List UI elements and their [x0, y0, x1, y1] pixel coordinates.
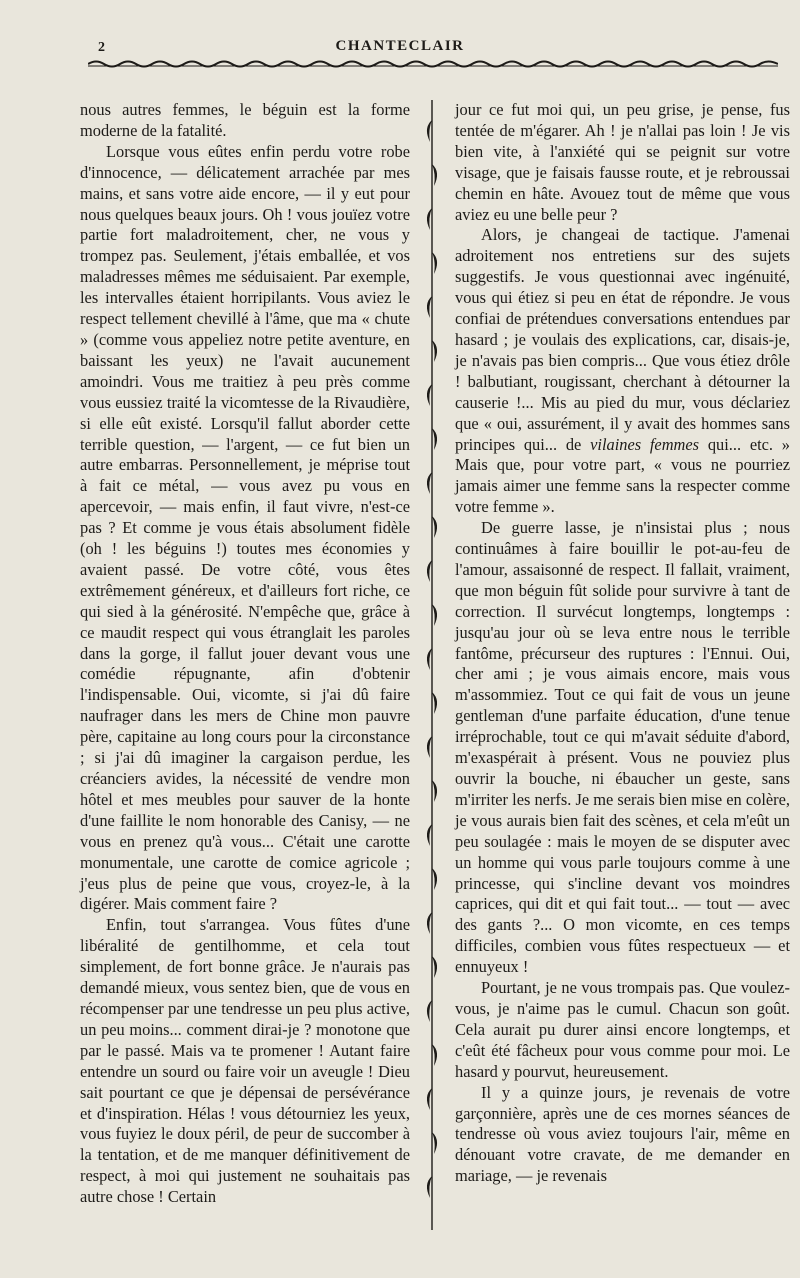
- paragraph: nous autres femmes, le béguin est la forme moderne de la fatalité.: [80, 100, 410, 140]
- paragraph: De guerre lasse, je n'insistai plus ; nous continuâmes à faire bouillir le pot-au-feu de l'amour, assaisonné de respect. Il fallait, vraiment, que mon béguin fût solide pour survivre à tant de correction. Il survécut longtemps, longtemps : jusqu'au jour où se leva entre nous le terrible fantôme, précurseur des ruptures : l'Ennui. Oui, cher ami ; je vous aimais encore, mais vous m'assommiez. Tout ce qui fait de vous un jeune gentleman d'une parfaite éducation, d'une tenue irréprochable, tout ce qui m'avait séduite d'abord, m'exaspérait à présent. Vous ne pouviez plus ouvrir la bouche, ni ébaucher un geste, sans m'irriter les nerfs. Je me serais bien mise en colère, je vous aurais bien fait des scènes, et cela m'eût un peu soulagée : mais le moyen de se disputer avec un homme qui vous parle toujours comme à une princesse, qui s'incline devant vos moindres caprices, qui dit et qui fait tout... — tout — avec des gants ?... O mon vicomte, en ces temps difficiles, combien vous fûtes respectueux — et ennuyeux !: [455, 518, 790, 977]
- paragraph: Il y a quinze jours, je revenais de votre garçonnière, après une de ces mornes séances de tendresse où vous aviez toujours l'air, même en dénouant votre cravate, de me demander en mariage, — je revenais: [455, 1082, 790, 1186]
- divider-leaf: [432, 780, 437, 802]
- divider-leaf: [427, 912, 432, 934]
- running-head-title: CHANTECLAIR: [335, 38, 465, 54]
- paragraph: Enfin, tout s'arrangea. Vous fûtes d'une libéralité de gentilhomme, et cela tout simplement, de fort bonne grâce. Je n'aurais pas demandé mieux, vous sentez bien, que de vous en récompenser par une tendresse un peu plus active, un peu moins... comment dirai-je ? monotone que par le passé. Mais va te promener ! Autant faire entendre un sourd ou faire voir un aveugle ! Dieu sait pourtant ce que je dépensai de persévérance et d'inspiration. Hélas ! vous détourniez les yeux, vous fuyiez le doux péril, de peur de succomber à la tentation, et de me manquer définitivement de respect, à moi qui justement ne souhaitais pas autre chose ! Certain: [80, 915, 410, 1207]
- divider-leaf: [432, 604, 437, 626]
- divider-leaf: [427, 296, 432, 318]
- divider-leaf: [427, 560, 432, 582]
- divider-leaf: [427, 208, 432, 230]
- divider-leaf: [427, 736, 432, 758]
- paragraph: Lorsque vous eûtes enfin perdu votre robe d'innocence, — délicatement arrachée par mes mains, et sans votre aide encore, — il y eut pour nous quelques beaux jours. Oh ! vous jouïez votre partie fort maladroitement, cher, ne vous y trompez pas. Seulement, j'étais emballée, et vos maladresses mêmes me séduisaient. Par exemple, les intervalles étaient horripilants. Vous aviez le respect tellement chevillé à l'âme, que ma « chute » (comme vous appeliez notre petite aventure, en baissant les yeux) ne l'avait aucunement amoindri. Vous me traitiez à peu près comme vous eussiez traité la vicomtesse de la Rivaudière, si elle eût existé. Lorsqu'il fallut aborder cette terrible question, — l'argent, — ce fut bien un autre embarras. Personnellement, je méprise tout à fait ce métal, — vous avez pu vous en apercevoir, — mais enfin, il faut vivre, n'est-ce pas ? Et comme je vous étais absolument fidèle (oh ! les béguins !) toutes mes économies y avaient passé. De votre côté, vous êtes extrêmement généreux, et d'ailleurs fort riche, ce qui sied à la générosité. N'empêche que, grâce à ce maudit respect qui vous étranglait les paroles dans la gorge, il fallut jouer devant vous une comédie répugnante, afin d'obtenir l'indispensable. Oui, vicomte, si j'ai dû faire naufrager dans les mers de Chine mon pauvre père, capitaine au long cours pour la circonstance ; si j'ai dû imaginer la cargaison perdue, les créanciers avides, la nécessité de vendre mon hôtel et mes meubles pour sauver de la honte d'une faillite le nom honorable des Canisy, — ne vous en prenez qu'à vous... C'était une carotte monumentale, une carotte de comice agricole ; j'eus plus de peine que vous, croyez-le, à la digérer. Mais comment faire ?: [80, 141, 410, 914]
- divider-leaf: [432, 692, 437, 714]
- divider-leaf: [432, 956, 437, 978]
- divider-leaf: [427, 1176, 432, 1198]
- divider-leaf: [427, 472, 432, 494]
- divider-leaf: [432, 1132, 437, 1154]
- divider-leaf: [432, 252, 437, 274]
- paragraph: jour ce fut moi qui, un peu grise, je pense, fus tentée de m'égarer. Ah ! je n'allai pas loin ! Je vis bien vite, à l'anxiété qui se peignit sur votre visage, que je faisais fausse route, et je rebroussai chemin en hâte. Avouez tout de même que vous aviez eu une belle peur ?: [455, 100, 790, 224]
- divider-leaf: [432, 1044, 437, 1066]
- divider-leaf: [427, 120, 432, 142]
- text-run: Alors, je changeai de tactique. J'amenai adroitement nos entretiens sur des sujets suggestifs. Je vous questionnai avec ingénuité, vous qui étiez si peu en état de répondre. Je vous confiai de prétendues conversations entendues par hasard ; je voulais des explications, car, disais-je, je n'avais pas bien compris... Que vous étiez drôle ! balbutiant, rougissant, cherchant à détourner la causerie !... Mis au pied du mur, vous déclariez que « oui, assurément, il y avait des hommes sans principes qui... de: [455, 225, 790, 454]
- divider-leaf: [432, 868, 437, 890]
- divider-leaf: [427, 1000, 432, 1022]
- paragraph: [455, 225, 790, 518]
- divider-leaf: [432, 516, 437, 538]
- divider-leaf: [432, 164, 437, 186]
- left-text-column: [80, 100, 410, 1208]
- divider-leaf: [427, 824, 432, 846]
- divider-leaf: [432, 428, 437, 450]
- paragraph: Pourtant, je ne vous trompais pas. Que voulez-vous, je n'aime pas le cumul. Chacun son goût. Cela aurait pu durer ainsi encore longtemps, et c'eût été fâcheux pour vous comme pour moi. Le hasard y pourvut, heureusement.: [455, 978, 790, 1081]
- divider-leaf: [432, 340, 437, 362]
- divider-leaf: [427, 1088, 432, 1110]
- divider-leaf: [427, 384, 432, 406]
- divider-leaf: [427, 648, 432, 670]
- page-number: 2: [98, 40, 105, 55]
- header-wavy-rule: [88, 56, 778, 70]
- italic-phrase: vilaines femmes: [590, 434, 700, 454]
- text-run: qui... etc. » Mais que, pour votre part, « vous ne pourriez jamais aimer une femme sans la respecter comme votre femme ».: [455, 434, 791, 517]
- ornamental-column-divider: [422, 100, 442, 1230]
- right-text-column: [455, 100, 790, 1187]
